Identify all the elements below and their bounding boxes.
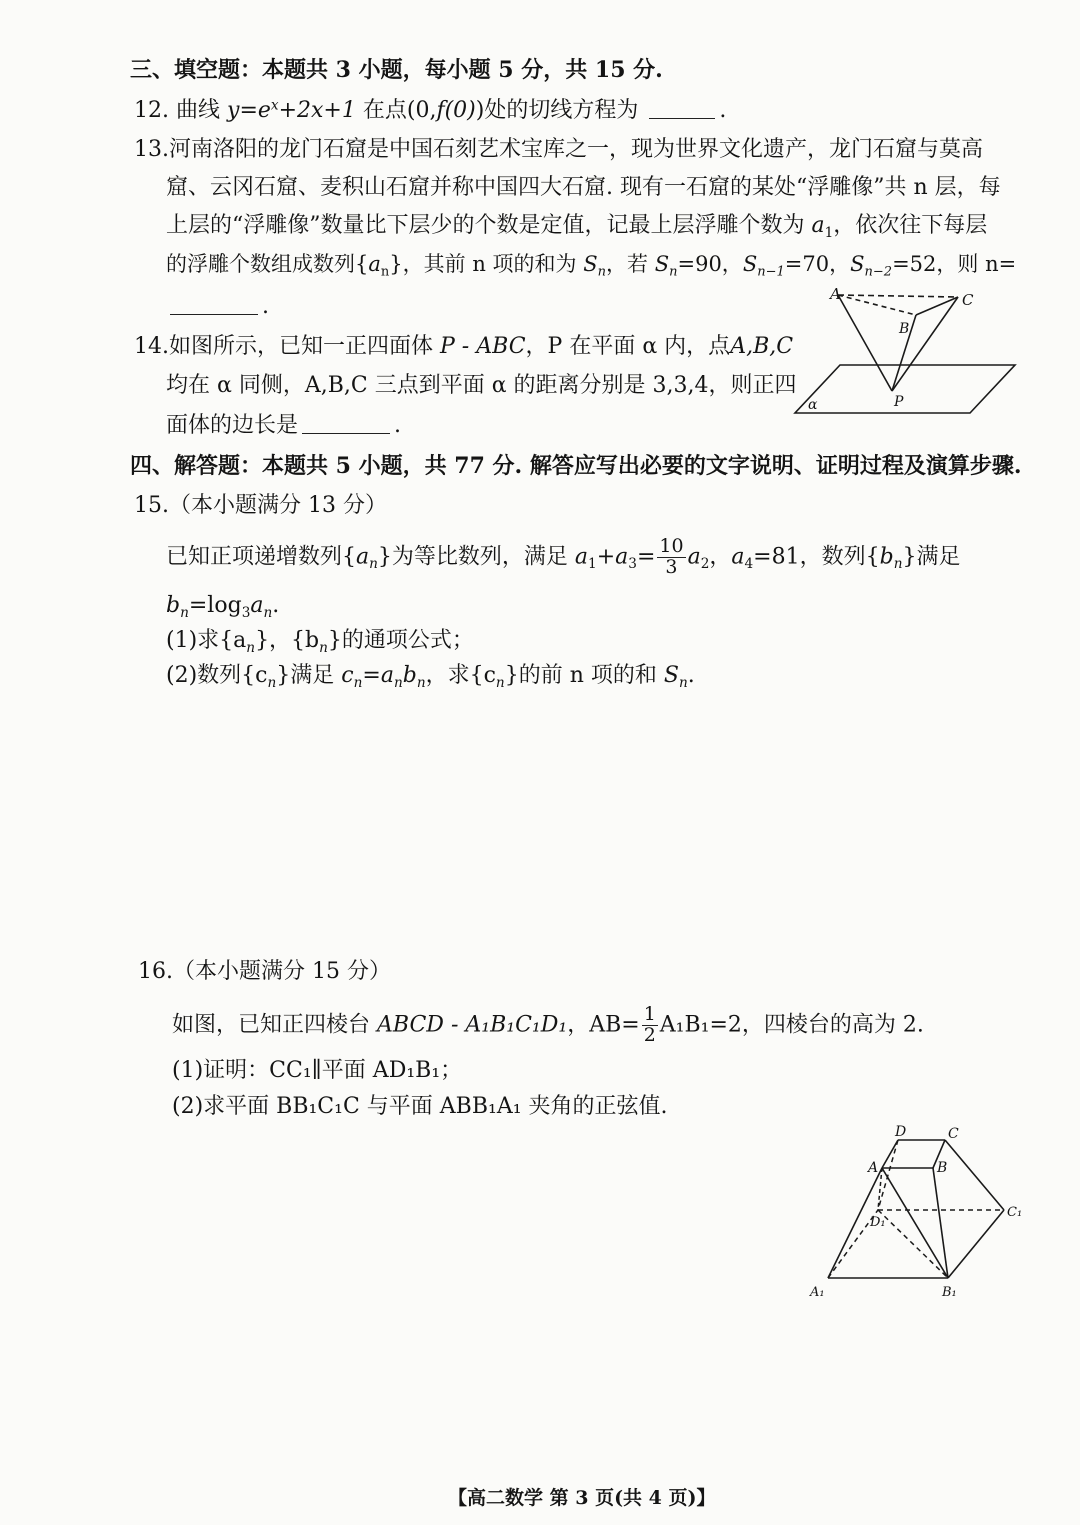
label-C: C: [962, 291, 974, 309]
question-13-line-4: 的浮雕个数组成数列$\{a_n\}$，其前 n 项的和为 $S_n$，若 $S_n=90$，$S_{n-1}=70$，$S_{n-2}=52$，则 n=: [166, 252, 1017, 280]
tetrahedron-figure: [790, 285, 1030, 420]
label-A1: A₁: [810, 1285, 825, 1300]
question-15-line-2: $b_n=\log_3a_n$.: [166, 593, 280, 621]
edge-AC: [838, 295, 958, 297]
question-13-line-2: 窟、云冈石窟、麦积山石窟并称中国四大石窟. 现有一石窟的某处“浮雕像”共 n 层，每: [166, 175, 1001, 200]
page-footer: 【高二数学 第 3 页(共 4 页)】: [448, 1487, 716, 1509]
question-13-line-3: 上层的“浮雕像”数量比下层少的个数是定值，记最上层浮雕个数为 $a_1$，依次往下每层: [166, 213, 988, 241]
question-14-line-1: 14.如图所示，已知一正四面体 P - ABC，P 在平面 α 内，点A,B,C: [134, 334, 794, 359]
question-16-line-1: 如图，已知正四棱台 ABCD - A₁B₁C₁D₁，AB= $\frac{1}{2}$ A₁B₁=2，四棱台的高为 2.: [172, 1003, 924, 1046]
question-13-line-5: .: [166, 292, 269, 322]
edge-B1C1: [948, 1210, 1004, 1278]
question-16-part-2: (2)求平面 BB₁C₁C 与平面 ABB₁A₁ 夹角的正弦值.: [172, 1094, 668, 1119]
edge-CC1: [945, 1140, 1004, 1210]
section-3-title: 三、填空题：本题共 3 小题，每小题 5 分，共 15 分.: [130, 57, 663, 83]
edge-DA: [882, 1140, 898, 1168]
label-P: P: [894, 394, 904, 410]
question-13-line-1: 13.河南洛阳的龙门石窟是中国石刻艺术宝库之一，现为世界文化遗产，龙门石窟与莫高: [134, 137, 984, 162]
question-12: 12. 曲线 $y=e^x+2x+1$ 在点(0,f(0))处的切线方程为 .: [134, 97, 727, 123]
question-14-line-3: 面体的边长是 .: [166, 413, 402, 438]
question-15-part-2: (2)数列$\{c_n\}$满足 $c_n=a_nb_n$，求$\{c_n\}$的前 n 项的和 $S_n$.: [166, 663, 695, 691]
label-A: A: [830, 285, 841, 303]
answer-blank-13[interactable]: [170, 292, 258, 315]
fraction-1-2: $\frac{1}{2}$: [643, 1003, 656, 1046]
label-alpha: α: [808, 397, 818, 413]
label-B: B: [899, 321, 910, 337]
section-4-title: 四、解答题：本题共 5 小题，共 77 分. 解答应写出必要的文字说明、证明过程及演算步骤.: [130, 453, 1022, 479]
question-16-part-1: (1)证明：CC₁∥平面 AD₁B₁；: [172, 1058, 463, 1083]
edge-AP: [838, 295, 892, 391]
question-14-line-2: 均在 α 同侧，A,B,C 三点到平面 α 的距离分别是 3,3,4，则正四: [166, 373, 797, 398]
question-15-line-1: 已知正项递增数列$\{a_n\}$为等比数列，满足 $a_1+a_3=$ $\frac{10}{3}$ $a_2$，$a_4=81$，数列$\{b_n\}$满足: [166, 535, 961, 578]
question-16-header: 16.（本小题满分 15 分）: [138, 959, 391, 984]
label-C: C: [948, 1126, 959, 1142]
label-D1: D₁: [870, 1215, 886, 1230]
answer-blank-14[interactable]: [302, 411, 390, 434]
label-A: A: [868, 1160, 879, 1176]
label-B1: B₁: [942, 1285, 957, 1300]
edge-BB1: [933, 1168, 948, 1278]
question-15-part-1: (1)求$\{a_n\}$，$\{b_n\}$的通项公式；: [166, 628, 474, 656]
label-B: B: [937, 1160, 948, 1176]
label-C1: C₁: [1007, 1205, 1023, 1220]
answer-blank-12[interactable]: [649, 96, 715, 119]
edge-AB: [838, 295, 916, 315]
question-15-header: 15.（本小题满分 13 分）: [134, 493, 387, 518]
fraction-10-3: $\frac{10}{3}$: [659, 535, 684, 578]
label-D: D: [895, 1124, 907, 1140]
frustum-figure: [800, 1122, 1032, 1302]
